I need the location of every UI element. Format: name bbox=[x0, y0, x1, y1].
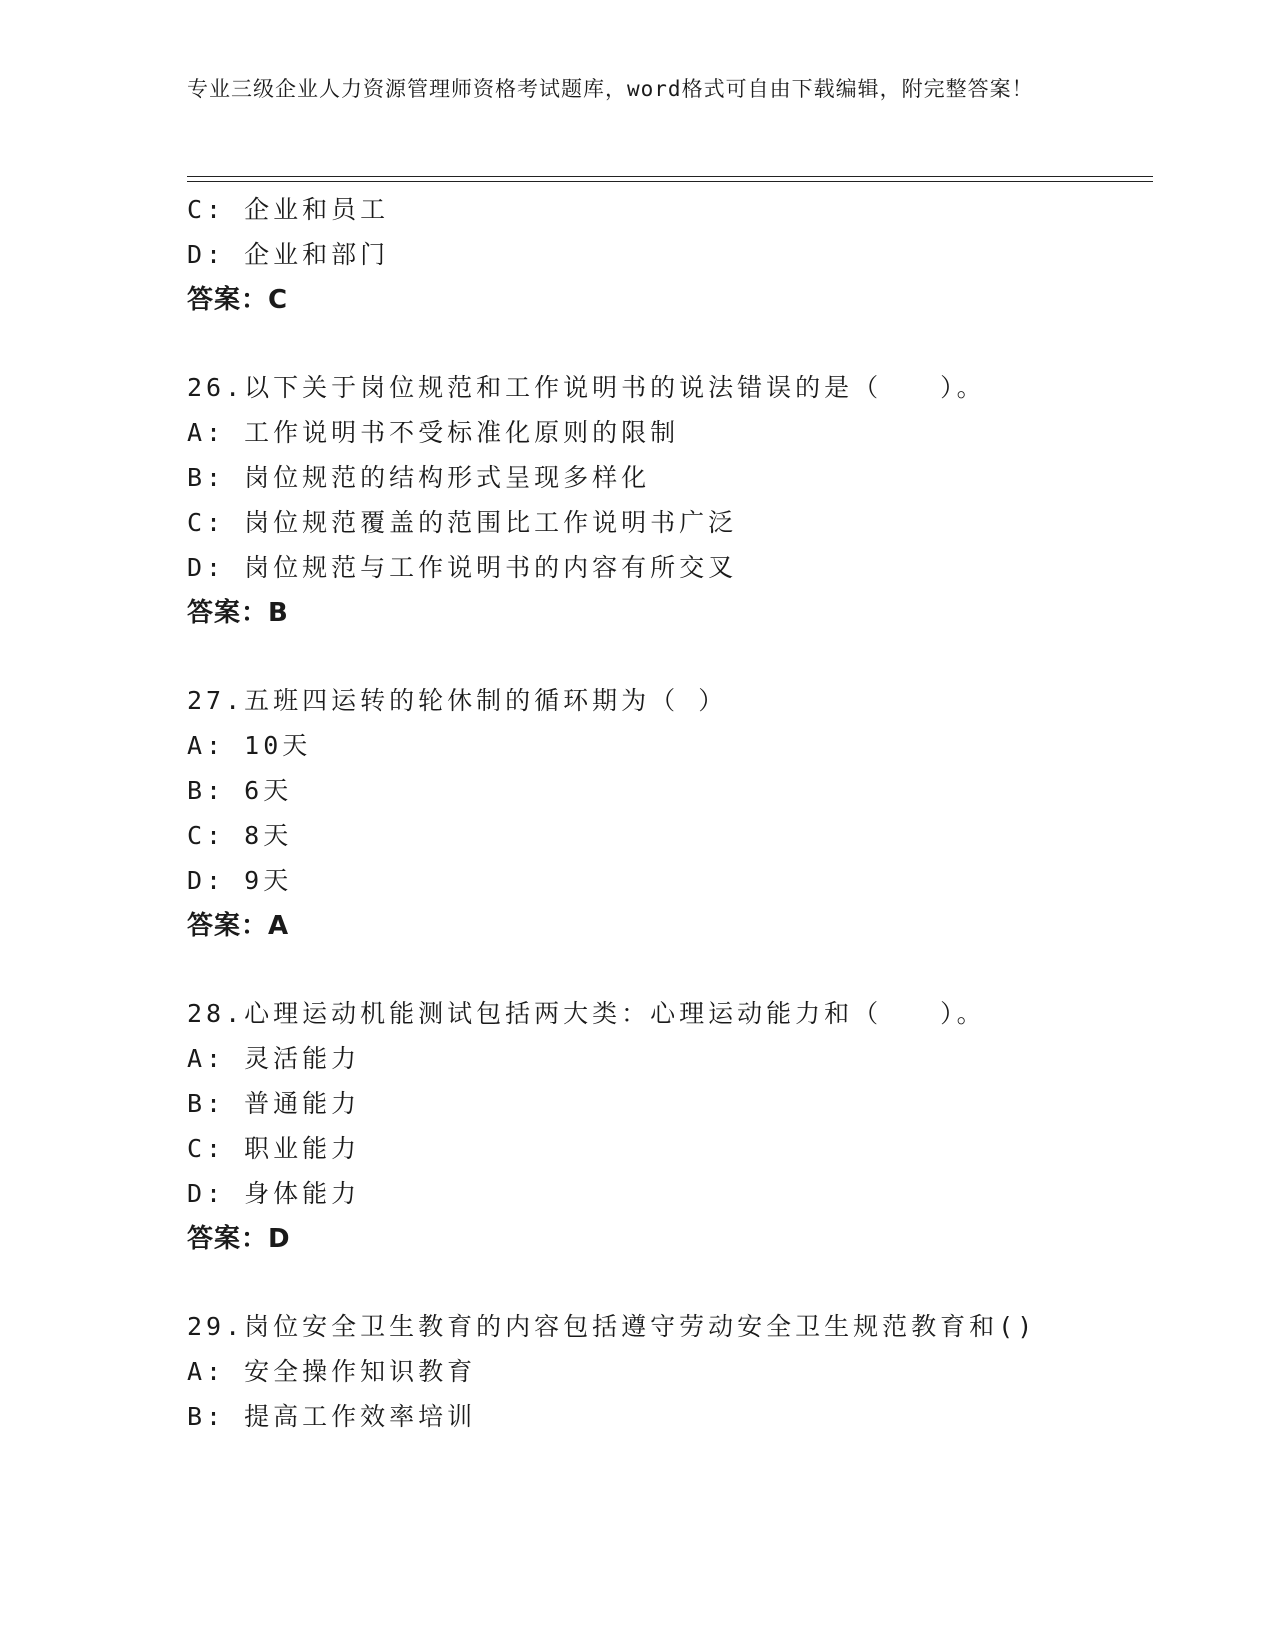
option-a: A: 灵活能力 bbox=[187, 1044, 361, 1073]
option-b: B: 岗位规范的结构形式呈现多样化 bbox=[187, 463, 651, 492]
option-b: B: 6天 bbox=[187, 776, 293, 805]
option-d: D: 岗位规范与工作说明书的内容有所交叉 bbox=[187, 553, 738, 582]
option-a: A: 10天 bbox=[187, 731, 312, 760]
option-d: D: 9天 bbox=[187, 866, 293, 895]
question-stem: 27.五班四运转的轮休制的循环期为（ ） bbox=[187, 686, 728, 715]
option-d: D: 企业和部门 bbox=[187, 240, 390, 269]
answer: 答案：C bbox=[187, 285, 289, 315]
option-c: C: 职业能力 bbox=[187, 1134, 361, 1163]
header-rule-bottom bbox=[187, 181, 1153, 182]
option-b: B: 普通能力 bbox=[187, 1089, 361, 1118]
answer: 答案：B bbox=[187, 598, 289, 628]
question-stem: 26.以下关于岗位规范和工作说明书的说法错误的是（ ）。 bbox=[187, 373, 986, 402]
option-b: B: 提高工作效率培训 bbox=[187, 1402, 477, 1431]
option-c: C: 企业和员工 bbox=[187, 195, 390, 224]
answer: 答案：D bbox=[187, 1224, 291, 1254]
question-stem: 28.心理运动机能测试包括两大类：心理运动能力和（ ）。 bbox=[187, 999, 986, 1028]
option-d: D: 身体能力 bbox=[187, 1179, 361, 1208]
answer: 答案：A bbox=[187, 911, 290, 941]
document-header: 专业三级企业人力资源管理师资格考试题库，word格式可自由下载编辑，附完整答案！ bbox=[187, 77, 1034, 101]
option-c: C: 8天 bbox=[187, 821, 293, 850]
question-stem: 29.岗位安全卫生教育的内容包括遵守劳动安全卫生规范教育和() bbox=[187, 1312, 1037, 1341]
option-a: A: 工作说明书不受标准化原则的限制 bbox=[187, 418, 680, 447]
option-a: A: 安全操作知识教育 bbox=[187, 1357, 477, 1386]
header-rule-top bbox=[187, 176, 1153, 177]
option-c: C: 岗位规范覆盖的范围比工作说明书广泛 bbox=[187, 508, 738, 537]
